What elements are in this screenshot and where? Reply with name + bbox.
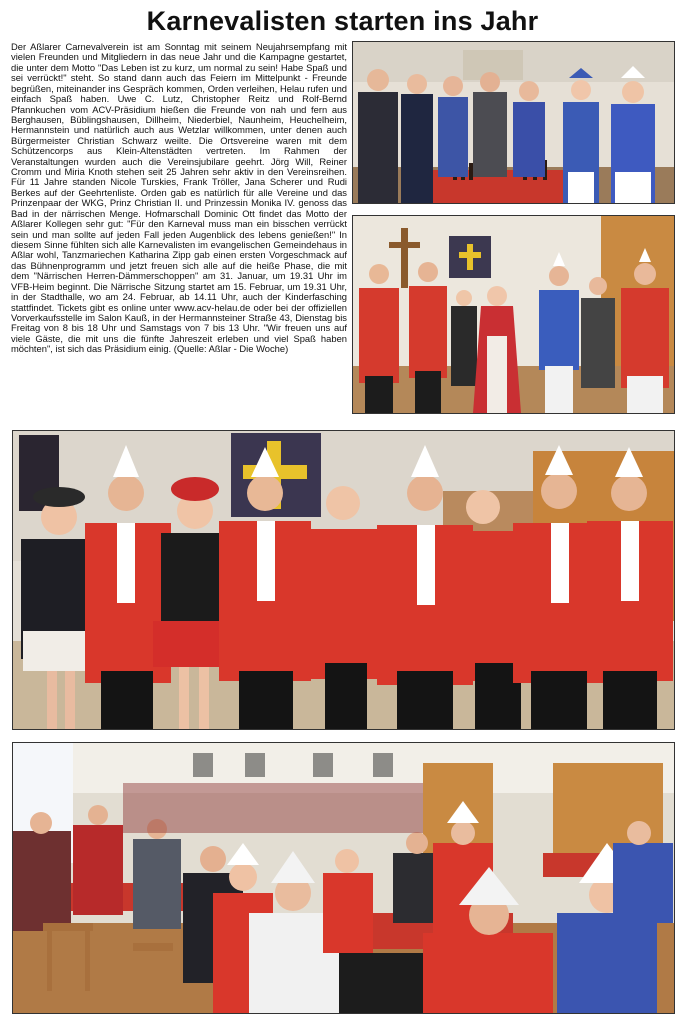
photo-prince-couple-illustration [353,216,674,413]
photo-honorees-group-illustration [13,431,674,729]
photo-prince-couple [352,215,675,414]
photo-hall-guests-illustration [13,743,674,1013]
article-body: Der Aßlarer Carnevalverein ist am Sonntag mit seinem Neujahrsempfang mit vielen Freunden und Mitgliedern in das neue Jahr und die Kampagne gestartet, die unter dem Motto "Das Leben ist zu kurz, um normal zu sein! Habe Spaß und sei verrückt!" steht. So stand dann auch das Feiern im Mittelpunkt - Freunde begrüßen, miteinander ins Gespräch kommen, Orden verleihen, Helau rufen und einfach Spaß haben. Uwe C. Lutz, Christopher Reitz und Rolf-Bernd Pfannkuchen vom ACV-Präsidium hießen die Freunde von nah und fern aus Berghausen, Büblingshausen, Dillheim, Niederbiel, Naunheim, Heuchelheim, Hermannstein und natürlich auch aus Wetzlar willkommen, unter denen auch Bürgermeister Christian Schwarz weilte. Die Ortsvereine waren mit dem Schützencorps aus Klein-Altenstädten vertreten. Im Rahmen der Veranstaltungen wurden auch die Vereinsjubilare geehrt. Jörg Will, Reiner Cromm und Miria Knoth stehen seit 25 Jahren sehr aktiv in den Vereinsreihen. Für 11 Jahre standen Nicole Turskies, Frank Tröller, Jana Scherer und Rudi Berkes auf der Geehrtenliste. Orden gab es natürlich für alle Vereine und das Prinzenpaar der WKG, Prinz Christian II. und Prinzessin Monika IV. genoss das Bad in der närrischen Menge. Hofmarschall Dominic Ott findet das Motto der Aßlarer Kollegen sehr gut: "Für den Karneval muss man ein bisschen verrückt sein und man sollte auf jeden Fall jeden Augenblick des lebens genießen!" In diesem Sinne fühlten sich alle Karnevalisten im evangelischen Gemeindehaus in Aßlar wohl, Tanzmariechen Katharina Zipp gab einen ersten Vorgeschmack auf das Bühnenprogramm und jetzt freuen sich alle auf die heiße Phase, die mit dem "Närrischen Herren-Dämmerschoppen" am 31. Januar, um 19.31 Uhr im VFB-Heim beginnt. Die Närrische Sitzung startet am 15. Februar, um 19.31 Uhr, in der Stadthalle, wo am 24. Februar, ab 14.11 Uhr, auch der Kinderfasching stattfindet. Tickets gibt es online unter www.acv-helau.de oder bei der offiziellen Vorverkaufsstelle im Salon Kauß, in der Hermannsteiner Straße 43, Dienstag bis Freitag von 8 bis 18 Uhr und Samstags von 7 bis 13 Uhr. "Wir freuen uns auf viele Gäste, die mit uns die fünfte Jahreszeit erleben und viel Spaß haben möchten", ist sich das Präsidium einig. (Quelle: Aßlar - Die Woche) [11,42,347,355]
photo-reception-toast-illustration [353,42,674,203]
photo-reception-toast [352,41,675,204]
headline: Karnevalisten starten ins Jahr [146,6,539,36]
photo-hall-guests [12,742,675,1014]
photo-honorees-group [12,430,675,730]
